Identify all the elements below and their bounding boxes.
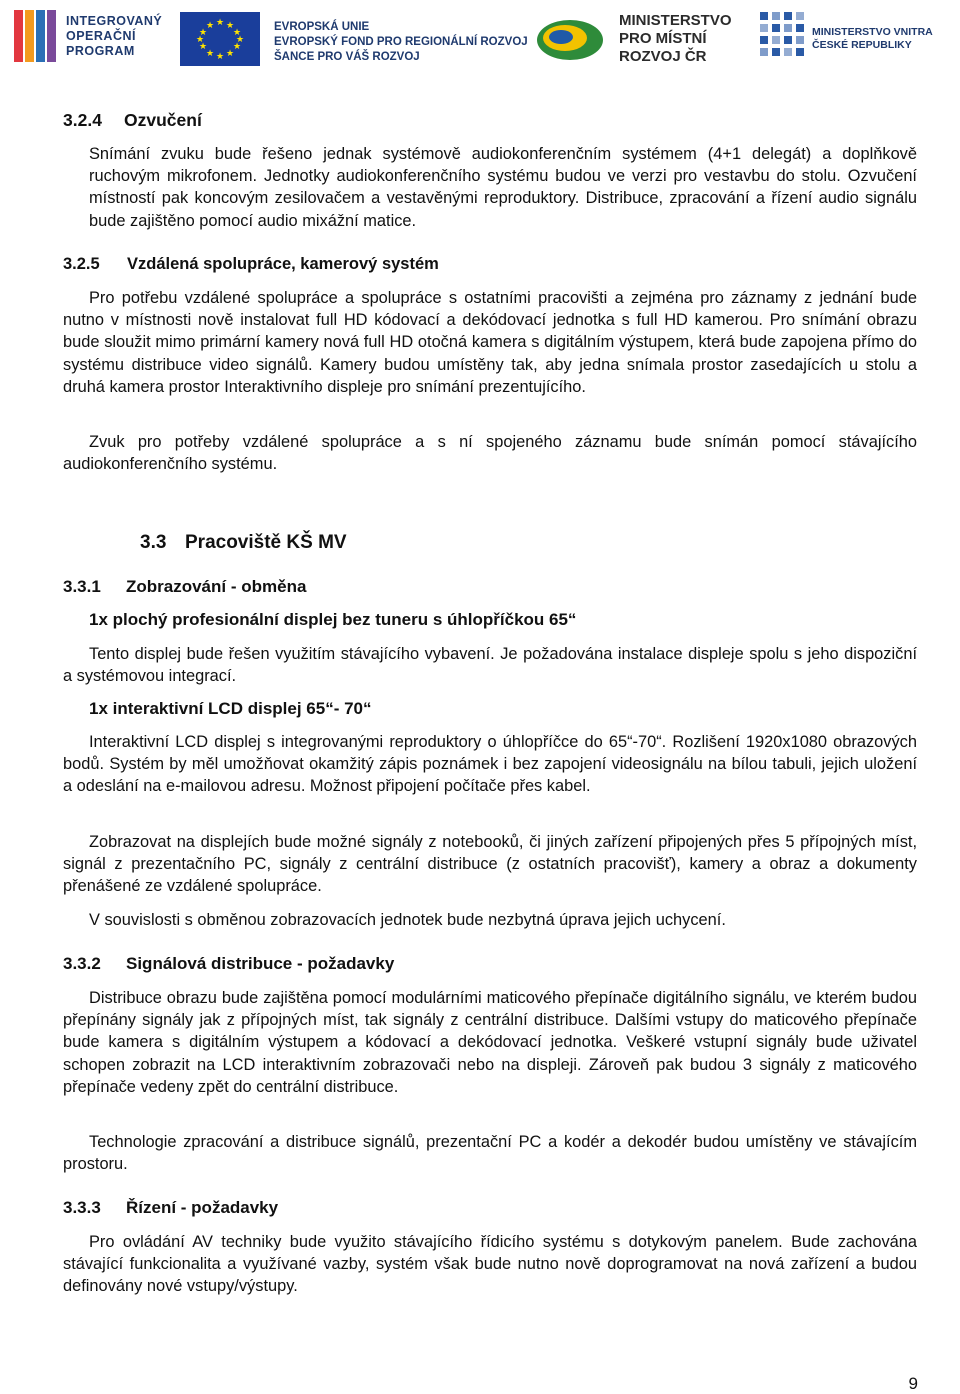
paragraph: Tento displej bude řešen využitím stávajícího vybavení. Je požadována instalace displeje spolu s jeho dispoziční a systémovou integrací. xyxy=(63,645,917,686)
heading-title: Zobrazování - obměna xyxy=(126,577,307,596)
heading-3-2-5 xyxy=(63,253,439,275)
heading-3-3-1 xyxy=(63,576,306,598)
mmr-logo-line3: ROZVOJ ČR xyxy=(619,48,707,65)
subheading: 1x plochý profesionální displej bez tuneru s úhlopříčkou 65“ xyxy=(89,610,577,629)
heading-number: 3.2.5 xyxy=(63,255,100,273)
heading-title: Řízení - požadavky xyxy=(126,1198,279,1217)
heading-3-3 xyxy=(140,532,347,554)
heading-number: 3.3 xyxy=(140,532,167,553)
paragraph: Pro potřebu vzdálené spolupráce a spolupráce s ostatními pracovišti a zejména pro záznamy z jednání bude nutno v místnosti nově instalovat full HD kódovací a dekódovací jednotka s full HD kamerou. Pro snímání obrazu bude sloužit mimo primární kamery nová full HD otočná kamera s digitálním výstupem, která bude zapojena přímo do systému distribuce video signálů. Kamery budou umístěny tak, aby jedna snímala prostor zasedajících u stolu a druhá kamera prostor Interaktivního displeje pro snímání prezentujícího. xyxy=(63,289,917,396)
paragraph: Zvuk pro potřeby vzdálené spolupráce a s ní spojeného záznamu bude snímán pomocí stávajícího audiokonferenčního systému. xyxy=(63,433,917,474)
iop-logo xyxy=(14,6,164,68)
heading-3-2-4 xyxy=(63,109,202,131)
eu-logo-line2: EVROPSKÝ FOND PRO REGIONÁLNÍ ROZVOJ xyxy=(274,36,528,48)
eu-logo xyxy=(180,6,528,68)
eu-logo-line1: EVROPSKÁ UNIE xyxy=(274,21,370,33)
eu-logo-line3: ŠANCE PRO VÁŠ ROZVOJ xyxy=(274,51,420,63)
heading-3-3-2 xyxy=(63,953,394,975)
mmr-logo-line1: MINISTERSTVO xyxy=(619,12,732,29)
paragraph: V souvislosti s obměnou zobrazovacích jednotek bude nezbytná úprava jejich uchycení. xyxy=(89,911,726,929)
heading-number: 3.3.2 xyxy=(63,954,101,973)
paragraph: Snímání zvuku bude řešeno jednak systémově audiokonferenčním systémem (4+1 delegát) a doplňkově ruchovým mikrofonem. Jednotky audiokonferenčního systému budou ve verzi pro vestavbu do stolu. Ozvučení místností pak koncovým zesilovačem a vestavěnými reproduktory. Distribuce, zpracování a řízení audio signálu bude zajištěno pomocí audio mixážní matice. xyxy=(89,145,917,230)
mv-logo-line1: MINISTERSTVO VNITRA xyxy=(812,26,933,38)
logo-bar xyxy=(0,0,960,80)
eu-flag-icon: ★ ★ ★ ★ ★ ★ ★ ★ ★ ★ ★ ★ xyxy=(180,12,260,66)
heading-title: Signálová distribuce - požadavky xyxy=(126,954,395,973)
mv-grid-icon xyxy=(760,12,804,64)
iop-logo-line2: OPERAČNÍ xyxy=(66,29,136,43)
iop-mark-icon xyxy=(14,10,58,62)
paragraph: Pro ovládání AV techniky bude využito stávajícího řídicího systému s dotykovým panelem. Bude zachována stávající funkcionalita a využívané vazby, systém však bude nutno nově doprogramovat na nová zařízení a budou definovány nové vstupy/výstupy. xyxy=(63,1233,917,1296)
iop-logo-line3: PROGRAM xyxy=(66,44,135,58)
paragraph: Interaktivní LCD displej s integrovanými reproduktory o úhlopříčce do 65“-70“. Rozlišení 1920x1080 obrazových bodů. Systém by měl umožňovat okamžitý zápis poznámek i bez zapojení videosignálu na bílou tabuli, jejich uložení a odeslání na e-mailovou adresu. Možnost připojení počítače přes kabel. xyxy=(63,733,917,796)
heading-number: 3.3.3 xyxy=(63,1198,101,1217)
mmr-emblem-icon xyxy=(535,18,605,62)
mmr-logo xyxy=(535,6,755,68)
heading-title: Ozvučení xyxy=(124,110,202,130)
paragraph: Zobrazovat na displejích bude možné signály z notebooků, či jiných zařízení připojených přes 5 přípojných míst, signál z prezentačního PC, signály z centrální distribuce (z ostatních pracovišť), kamery a obraz a dokumenty přenášené ze vzdálené spolupráce. xyxy=(63,833,917,896)
mv-logo xyxy=(760,6,960,68)
page-number: 9 xyxy=(908,1374,918,1393)
heading-title: Pracoviště KŠ MV xyxy=(185,532,347,553)
paragraph: Distribuce obrazu bude zajištěna pomocí modulárními maticového přepínače digitálního signálu, ve kterém budou přepínány signály jak z přípojných míst, tak signály z centrální distribuce. Dalšími vstupy do maticového přepínače bude kamera s digitálním výstupem a kódovací a dekódovací jednotka. Veškeré vstupní signály bude uživatel schopen zobrazit na LCD interaktivním zobrazovači nebo na displeji. Zároveň pak budou 3 signály z maticového přepínače vedeny zpět do centrální distribuce. xyxy=(63,989,917,1096)
heading-number: 3.3.1 xyxy=(63,577,101,596)
heading-title: Vzdálená spolupráce, kamerový systém xyxy=(127,255,439,273)
paragraph: Technologie zpracování a distribuce signálů, prezentační PC a kodér a dekodér budou umístěny ve stávajícím prostoru. xyxy=(63,1133,917,1174)
mmr-logo-line2: PRO MÍSTNÍ xyxy=(619,30,707,47)
iop-logo-line1: INTEGROVANÝ xyxy=(66,14,163,28)
heading-number: 3.2.4 xyxy=(63,110,102,130)
heading-3-3-3 xyxy=(63,1197,278,1219)
mv-logo-line2: ČESKÉ REPUBLIKY xyxy=(812,39,912,51)
subheading: 1x interaktivní LCD displej 65“- 70“ xyxy=(89,699,372,718)
